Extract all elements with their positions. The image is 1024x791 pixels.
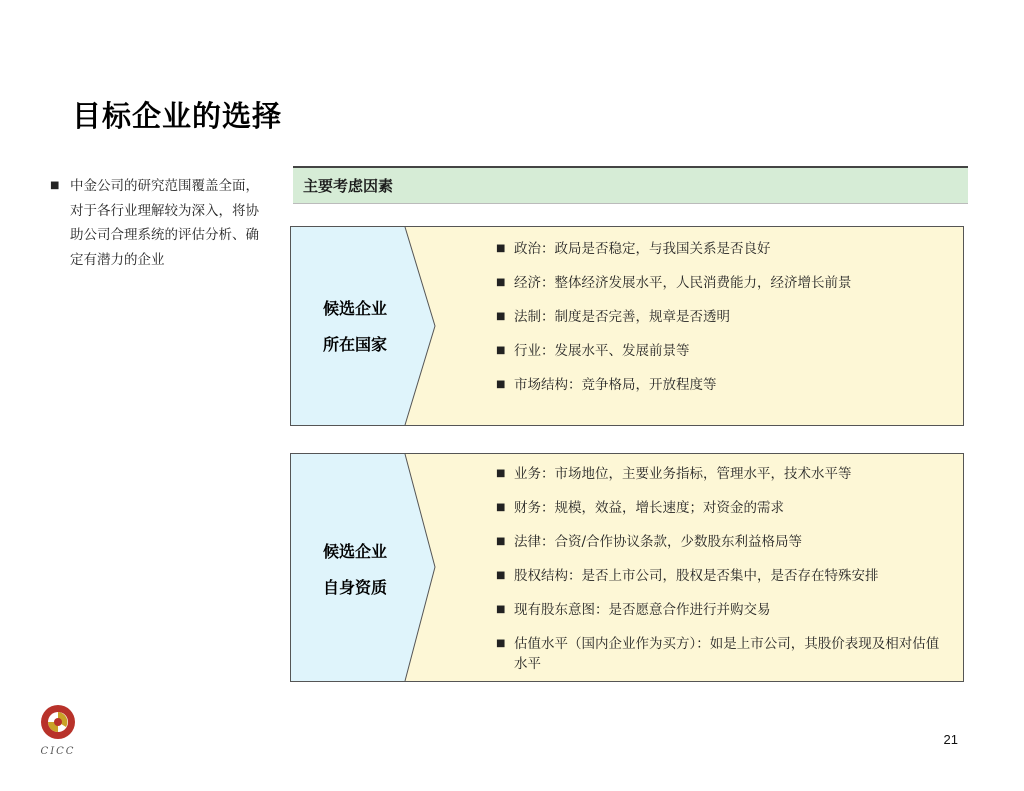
country-factors-panel [290,226,964,426]
category-line-1: 候选企业 [322,299,387,318]
square-bullet-icon: ■ [50,180,60,191]
list-item-text: 行业：发展水平、发展前景等 [514,343,690,359]
category-line-2: 所在国家 [322,335,387,354]
page-title: 目标企业的选择 [72,99,283,133]
square-bullet-icon: ■ [496,502,506,513]
list-item-text: 业务：市场地位，主要业务指标，管理水平，技术水平等 [514,466,852,482]
factor-list [496,464,951,688]
list-item-text: 市场结构：竞争格局，开放程度等 [514,377,717,393]
square-bullet-icon: ■ [496,536,506,547]
square-bullet-icon: ■ [496,379,506,390]
square-bullet-icon: ■ [496,277,506,288]
list-item-text: 估值水平（国内企业作为买方）：如是上市公司，其股价表现及相对估值水平 [514,636,940,672]
square-bullet-icon: ■ [496,311,506,322]
cicc-logo-icon [36,700,80,758]
category-label [291,534,419,606]
square-bullet-icon: ■ [496,468,506,479]
square-bullet-icon: ■ [496,604,506,615]
list-item-text: 经济：整体经济发展水平，人民消费能力，经济增长前景 [514,275,852,291]
square-bullet-icon: ■ [496,243,506,254]
list-item [496,341,951,375]
logo-text: CICC [40,746,76,757]
square-bullet-icon: ■ [496,345,506,356]
list-item [496,498,951,518]
list-item [496,532,951,552]
list-item-text: 法律：合资/合作协议条款，少数股东利益格局等 [514,534,803,550]
list-item [496,375,951,409]
list-item-text: 现有股东意图：是否愿意合作进行并购交易 [514,602,771,618]
list-item [496,464,951,484]
category-label [291,291,419,363]
list-item [496,600,951,620]
category-line-2: 自身资质 [322,578,387,597]
cicc-logo [36,700,80,758]
company-factors-panel [290,453,964,682]
list-item [496,273,951,307]
factor-list [496,239,951,409]
list-item [496,307,951,341]
factors-header-label: 主要考虑因素 [303,177,394,195]
list-item-text: 政治：政局是否稳定，与我国关系是否良好 [514,241,771,257]
intro-text: 中金公司的研究范围覆盖全面，对于各行业理解较为深入，将协助公司合理系统的评估分析、确定有潜力的企业 [70,178,259,268]
list-item-text: 股权结构：是否上市公司，股权是否集中，是否存在特殊安排 [514,568,879,584]
list-item [496,566,951,586]
list-item [496,634,951,674]
list-item [496,239,951,273]
factors-header [293,166,968,204]
square-bullet-icon: ■ [496,638,506,649]
list-item-text: 法制：制度是否完善，规章是否透明 [514,309,730,325]
intro-paragraph [50,174,260,272]
square-bullet-icon: ■ [496,570,506,581]
list-item-text: 财务：规模，效益，增长速度；对资金的需求 [514,500,784,516]
category-line-1: 候选企业 [322,542,387,561]
page-number: 21 [943,732,958,747]
